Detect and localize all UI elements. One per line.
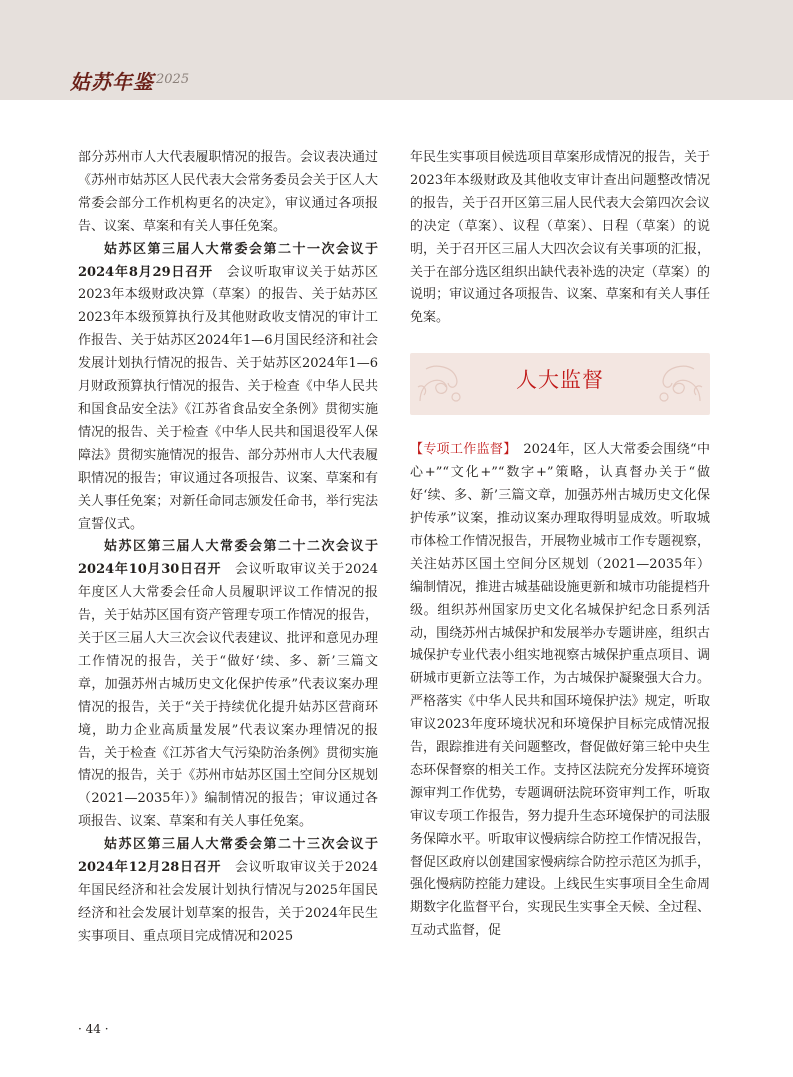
meeting-heading: 姑苏区第三届人大常委会第二十二次会议于2024年10月30日召开: [78, 539, 378, 578]
meeting-body: 会议听取审议关于2024年度区人大常委会任命人员履职评议工作情况的报告，关于姑苏区国有资产管理专项工作情况的报告，关于区三届人大三次会议代表建议、批评和意见办理工作情况的报告，关于“做好‘续、多、新’三篇文章，加强苏州古城历史文化保护传承”代表议案办理情况的报告，关于“关于持续优化提升姑苏区营商环境，助力企业高质量发展”代表议案办理情况的报告，关于检查《江苏省大气污染防治条例》贯彻实施情况的报告，关于《苏州市姑苏区国土空间分区规划（2021—2035年）》编制情况的报告；审议通过各项报告、议案、草案和有关人事任免案。: [78, 562, 378, 830]
meeting-paragraph-21: [78, 239, 378, 537]
meeting-body: 会议听取审议关于2024年国民经济和社会发展计划执行情况与2025年国民经济和社会发展计划草案的报告，关于2024年民生实事项目、重点项目完成情况和2025: [78, 860, 378, 944]
yearbook-year: 2025: [156, 72, 190, 87]
paragraph-continued: 年民生实事项目候选项目草案形成情况的报告，关于2023年本级财政及其他收支审计查出问题整改情况的报告，关于召开区第三届人民代表大会第四次会议的决定（草案）、议程（草案）、日程（草案）的说明，关于召开区三届人大四次会议有关事项的汇报，关于在部分选区组织出缺代表补选的决定（草案）的说明；审议通过各项报告、议案、草案和有关人事任免案。: [410, 150, 710, 326]
supervision-body: 2024年，区人大常委会围绕“中心+”“文化+”“数字+”策略，认真督办关于“做好‘续、多、新’三篇文章，加强苏州古城历史文化保护传承”议案，推动议案办理取得明显成效。听取城市体检工作情况报告，开展物业城市工作专题视察，关注姑苏区国土空间分区规划（2021—2035年）编制情况，推进古城基础设施更新和城市功能提档升级。组织苏州国家历史文化名城保护纪念日系列活动，围绕苏州古城保护和发展举办专题讲座，组织古城保护专业代表小组实地视察古城保护重点项目、调研城市更新立法等工作，为古城保护凝聚强大合力。严格落实《中华人民共和国环境保护法》规定，听取审议2023年度环境状况和环境保护目标完成情况报告，跟踪推进有关问题整改，督促做好第三轮中央生态环保督察的相关工作。支持区法院充分发挥环境资源审判工作优势，专题调研法院环资审判工作，听取审议专项工作报告，努力提升生态环境保护的司法服务保障水平。听取审议慢病综合防控工作情况报告，督促区政府以创建国家慢病综合防控示范区为抓手，强化慢病防控能力建设。上线民生实事项目全生命周期数字化监督平台，实现民生实事全天候、全过程、互动式监督，促: [410, 442, 710, 939]
supervision-paragraph: [410, 439, 710, 943]
meeting-heading: 姑苏区第三届人大常委会第二十三次会议于2024年12月28日召开: [78, 837, 378, 876]
paragraph-continued: 部分苏州市人大代表履职情况的报告。会议表决通过《苏州市姑苏区人民代表大会常务委员会关于区人大常委会部分工作机构更名的决定》，审议通过各项报告、议案、草案和有关人事任免案。: [78, 150, 378, 234]
section-lead-tag: 【专项工作监督】: [410, 442, 511, 458]
section-banner: [410, 353, 710, 415]
right-column: [410, 147, 710, 943]
meeting-paragraph-22: [78, 536, 378, 834]
left-column: [78, 147, 378, 949]
page-number: · 44 ·: [78, 1022, 109, 1036]
meeting-paragraph-23: [78, 834, 378, 949]
yearbook-title: 姑苏年鉴: [70, 70, 154, 94]
meeting-heading: 姑苏区第三届人大常委会第二十一次会议于2024年8月29日召开: [78, 241, 378, 280]
meeting-body: 会议听取审议关于姑苏区2023年本级财政决算（草案）的报告、关于姑苏区2023年本级预算执行及其他财政收支情况的审计工作报告、关于姑苏区2024年1—6月国民经济和社会发展计划执行情况的报告、关于姑苏区2024年1—6月财政预算执行情况的报告、关于检查《中华人民共和国食品安全法》《江苏省食品安全条例》贯彻实施情况的报告、关于检查《中华人民共和国退役军人保障法》贯彻实施情况的报告、部分苏州市人大代表履职情况的报告；审议通过各项报告、议案、草案和有关人事任免案；对新任命同志颁发任命书，举行宪法宣誓仪式。: [78, 264, 378, 532]
section-title: 人大监督: [516, 368, 604, 393]
